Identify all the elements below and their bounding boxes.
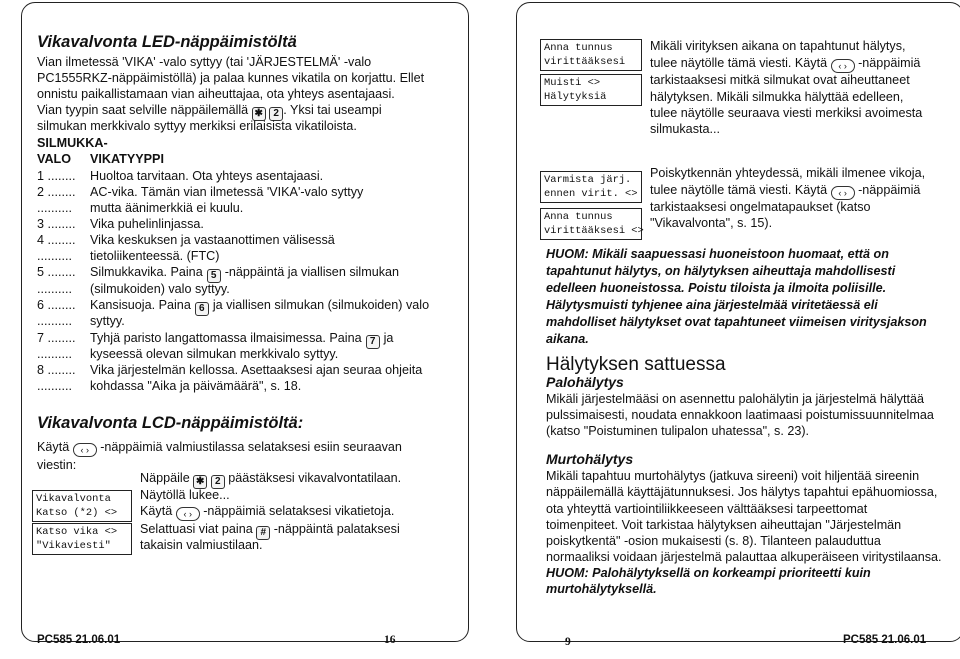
lcd-line: Varmista järj. <box>544 174 632 186</box>
p1-line-6: silmukasta... <box>650 122 720 136</box>
col-head-type: VIKATYYPPI <box>90 152 164 166</box>
fault-row-number: .......... <box>37 347 72 361</box>
lcd-step-1b: päästäksesi vikavalvontatilaan. <box>228 471 402 485</box>
lcd-line: virittääksesi <> <box>544 225 644 237</box>
p1-line-5: tulee näytölle seuraava viesti merkiksi avoimesta <box>650 106 923 120</box>
huom-line-5: mahdolliset hälytykset ovat tapahtuneet viimeisen viritysjakson <box>546 315 927 329</box>
lcd-step-5: takaisin valmiustilaan. <box>140 538 263 552</box>
p1-line-2a: tulee näytölle tämä viesti. Käytä <box>650 56 828 70</box>
burglar-line-1: Mikäli tapahtuu murtohälytys (jatkuva sireeni) voit hiljentää sireenin <box>546 469 920 483</box>
p1-line-3: tarkistaaksesi mitkä silmukat ovat aiheuttaneet <box>650 73 910 87</box>
lcd-step-3a: Käytä <box>140 504 173 518</box>
led-intro-5: silmukan merkkivalo syttyy merkiksi erilaisista vikatiloista. <box>37 119 357 133</box>
fault-row <box>37 282 230 297</box>
lcd-step-2: Näytöllä lukee... <box>140 488 230 502</box>
right-footer-code: PC585 21.06.01 <box>843 634 927 646</box>
burglar-line-6: normaaliksi voidaan järjestelmä palauttaa alkuperäiseen viritystilaansa. <box>546 550 942 564</box>
star-key-icon: ✱ <box>252 107 266 121</box>
section-title: Hälytyksen sattuessa <box>546 354 726 375</box>
fault-row-number: .......... <box>37 201 72 215</box>
p1-line-1: Mikäli virityksen aikana on tapahtunut hälytys, <box>650 39 906 53</box>
fault-row-number: 5 ........ <box>37 265 76 279</box>
lcd-step-1 <box>140 471 401 489</box>
zone-key-icon: 7 <box>366 335 380 349</box>
huom-line-6: aikana. <box>546 332 589 346</box>
p1-line-2 <box>650 56 920 73</box>
lcd-screen-enter-code <box>540 39 642 71</box>
fault-row-number: 3 ........ <box>37 217 76 231</box>
lcd-screen-view-fault <box>32 523 132 555</box>
burglar-title: Murtohälytys <box>546 451 634 467</box>
fault-row-text: tietoliikenteessä. (FTC) <box>90 249 220 263</box>
burglar-line-4: toimenpiteet. Voit tarkistaa hälytyksen aiheuttajan "Järjestelmän <box>546 518 902 532</box>
led-intro-4a: Vian tyypin saat selville näppäilemällä <box>37 103 249 117</box>
fault-row-number: 8 ........ <box>37 363 76 377</box>
fault-row-number: .......... <box>37 379 72 393</box>
huom-line-2: tapahtunut hälytys, on hälytyksen aiheuttaja mahdollisesti <box>546 264 896 278</box>
scroll-arrows-icon: ‹ › <box>73 443 97 457</box>
lcd-line: Muisti <> <box>544 77 601 89</box>
fault-row-number: 1 ........ <box>37 169 76 183</box>
fault-row-number: 6 ........ <box>37 298 76 312</box>
lcd-intro <box>37 440 402 457</box>
fire-title: Palohälytys <box>546 374 624 390</box>
p1-line-4: hälytyksen. Mikäli silmukka hälyttää edelleen, <box>650 90 904 104</box>
huom-line-4: Hälytysmuisti tyhjenee aina järjestelmää viritetäessä eli <box>546 298 878 312</box>
p2-line-3: tarkistaaksesi ongelmatapaukset (katso <box>650 200 871 214</box>
p2-line-2b: -näppäimiä <box>858 183 921 197</box>
lcd-line: Vikavalvonta <box>36 493 111 505</box>
lcd-step-4b: -näppäintä palataksesi <box>273 522 400 536</box>
burglar-line-5: poiskytkentä" -osion mukaisesti (s. 8). Tilanteen palauduttua <box>546 534 881 548</box>
fault-row <box>37 379 301 394</box>
fire-line-3: (katso "Poistuminen tulipalon uhatessa", s. 23). <box>546 424 810 438</box>
p2-line-2 <box>650 183 920 200</box>
lcd-line: Anna tunnus <box>544 211 613 223</box>
col-head-zone: SILMUKKA- <box>37 136 108 150</box>
key-2-icon: 2 <box>269 107 283 121</box>
lcd-intro-c: viestin: <box>37 458 77 472</box>
lcd-line: Katso (*2) <> <box>36 507 118 519</box>
fault-row-number: 7 ........ <box>37 331 76 345</box>
right-page <box>516 2 960 642</box>
fault-row-text: mutta äänimerkkiä ei kuulu. <box>90 201 244 215</box>
huom-line-1: HUOM: Mikäli saapuessasi huoneistoon huomaat, että on <box>546 247 889 261</box>
fault-row-text: AC-vika. Tämän vian ilmetessä 'VIKA'-valo syttyy <box>90 185 364 199</box>
fault-row <box>37 233 335 248</box>
lcd-line: virittääksesi <box>544 56 626 68</box>
lcd-screen-memory <box>540 74 642 106</box>
p2-line-1: Poiskytkennän yhteydessä, mikäli ilmenee vikoja, <box>650 166 926 180</box>
col-head-light: VALO <box>37 152 72 166</box>
led-intro-2: PC1555RKZ-näppäimistöllä) ja palaa kunnes vikatila on korjattu. Ellet <box>37 71 425 85</box>
fault-row-number: 2 ........ <box>37 185 76 199</box>
fault-row <box>37 363 422 378</box>
star-key-icon: ✱ <box>193 475 207 489</box>
fault-row-tail: ja viallisen silmukan (silmukoiden) valo <box>212 298 430 312</box>
lcd-step-3 <box>140 504 394 521</box>
fault-row-text: Huoltoa tarvitaan. Ota yhteys asentajaasi. <box>90 169 324 183</box>
fault-row <box>37 314 125 329</box>
led-intro-3: onnistu paikallistamaan vian aiheuttajaa, ota yhteys asentajaasi. <box>37 87 395 101</box>
left-page-number: 16 <box>384 634 396 646</box>
left-page <box>21 2 469 642</box>
p2-line-4: "Vikavalvonta", s. 15). <box>650 216 773 230</box>
fault-row-tail: ja <box>383 331 394 345</box>
fault-row <box>37 347 338 362</box>
fault-row <box>37 169 323 184</box>
fault-row-number: 4 ........ <box>37 233 76 247</box>
fault-row-text: Tyhjä paristo langattomassa ilmaisimessa. Paina <box>90 331 362 345</box>
led-title: Vikavalvonta LED-näppäimistöltä <box>37 33 297 51</box>
lcd-screen-fault <box>32 490 132 522</box>
fault-row-tail: -näppäintä ja viallisen silmukan <box>224 265 400 279</box>
fault-row-text: kohdassa "Aika ja päivämäärä", s. 18. <box>90 379 302 393</box>
fault-row-number: .......... <box>37 249 72 263</box>
lcd-step-1a: Näppäile <box>140 471 190 485</box>
scroll-arrows-icon: ‹ › <box>831 186 855 200</box>
lcd-line: "Vikaviesti" <box>36 540 111 552</box>
burglar-note-1: HUOM: Palohälytyksellä on korkeampi prioriteetti kuin <box>546 566 871 580</box>
burglar-line-2: näppäilemällä käyttäjätunnuksesi. Jos hälytys tapahtui epähuomiossa, <box>546 485 938 499</box>
fault-row <box>37 217 204 232</box>
fault-row-text: (silmukoiden) valo syttyy. <box>90 282 230 296</box>
fault-row <box>37 201 243 216</box>
huom-line-3: edelleen huoneistossa. Poistu tiloista ja ilmoita poliisille. <box>546 281 887 295</box>
fault-row-text: Vika järjestelmän kellossa. Asettaaksesi ajan seuraa ohjeita <box>90 363 423 377</box>
lcd-screen-enter-code-arm <box>540 208 642 240</box>
scroll-arrows-icon: ‹ › <box>831 59 855 73</box>
led-intro-4b: . Yksi tai useampi <box>283 103 382 117</box>
zone-key-icon: 5 <box>207 269 221 283</box>
hash-key-icon: # <box>256 526 270 540</box>
right-page-number: 9 <box>565 636 571 648</box>
left-footer-code: PC585 21.06.01 <box>37 634 121 646</box>
lcd-intro-b: -näppäimiä valmiustilassa selataksesi esiin seuraavan <box>100 440 402 454</box>
lcd-line: Katso vika <> <box>36 526 118 538</box>
lcd-line: ennen virit. <> <box>544 188 638 200</box>
led-intro-1: Vian ilmetessä 'VIKA' -valo syttyy (tai 'JÄRJESTELMÄ' -valo <box>37 55 372 69</box>
fault-row-text: kyseessä olevan silmukan merkkivalo syttyy. <box>90 347 339 361</box>
fire-line-1: Mikäli järjestelmääsi on asennettu palohälytin ja järjestelmä hälyttää <box>546 392 925 406</box>
fault-row <box>37 265 399 283</box>
fault-row-text: syttyy. <box>90 314 125 328</box>
scroll-arrows-icon: ‹ › <box>176 507 200 521</box>
fault-row-text: Vika keskuksen ja vastaanottimen välisessä <box>90 233 335 247</box>
lcd-screen-check-system <box>540 171 642 203</box>
lcd-step-3b: -näppäimiä selataksesi vikatietoja. <box>203 504 395 518</box>
lcd-intro-a: Käytä <box>37 440 70 454</box>
zone-key-icon: 6 <box>195 302 209 316</box>
lcd-line: Hälytyksiä <box>544 91 607 103</box>
burglar-line-3: ota yhteyttä vartiointiliikkeeseen välttääksesi tarpeettomat <box>546 502 868 516</box>
fire-line-2: pulssimaisesti, noudata ennakkoon laatimaasi poistumissuunnitelmaa <box>546 408 934 422</box>
lcd-step-4a: Selattuasi viat paina <box>140 522 253 536</box>
fault-row-number: .......... <box>37 282 72 296</box>
lcd-line: Anna tunnus <box>544 42 613 54</box>
fault-row-text: Silmukkavika. Paina <box>90 265 203 279</box>
fault-row-text: Vika puhelinlinjassa. <box>90 217 204 231</box>
burglar-note-2: murtohälytyksellä. <box>546 582 657 596</box>
lcd-title: Vikavalvonta LCD-näppäimistöltä: <box>37 414 304 432</box>
p1-line-2b: -näppäimiä <box>858 56 921 70</box>
fault-row-number: .......... <box>37 314 72 328</box>
fault-row <box>37 249 219 264</box>
key-2-icon: 2 <box>211 475 225 489</box>
fault-row <box>37 185 363 200</box>
fault-row-text: Kansisuoja. Paina <box>90 298 191 312</box>
p2-line-2a: tulee näytölle tämä viesti. Käytä <box>650 183 828 197</box>
